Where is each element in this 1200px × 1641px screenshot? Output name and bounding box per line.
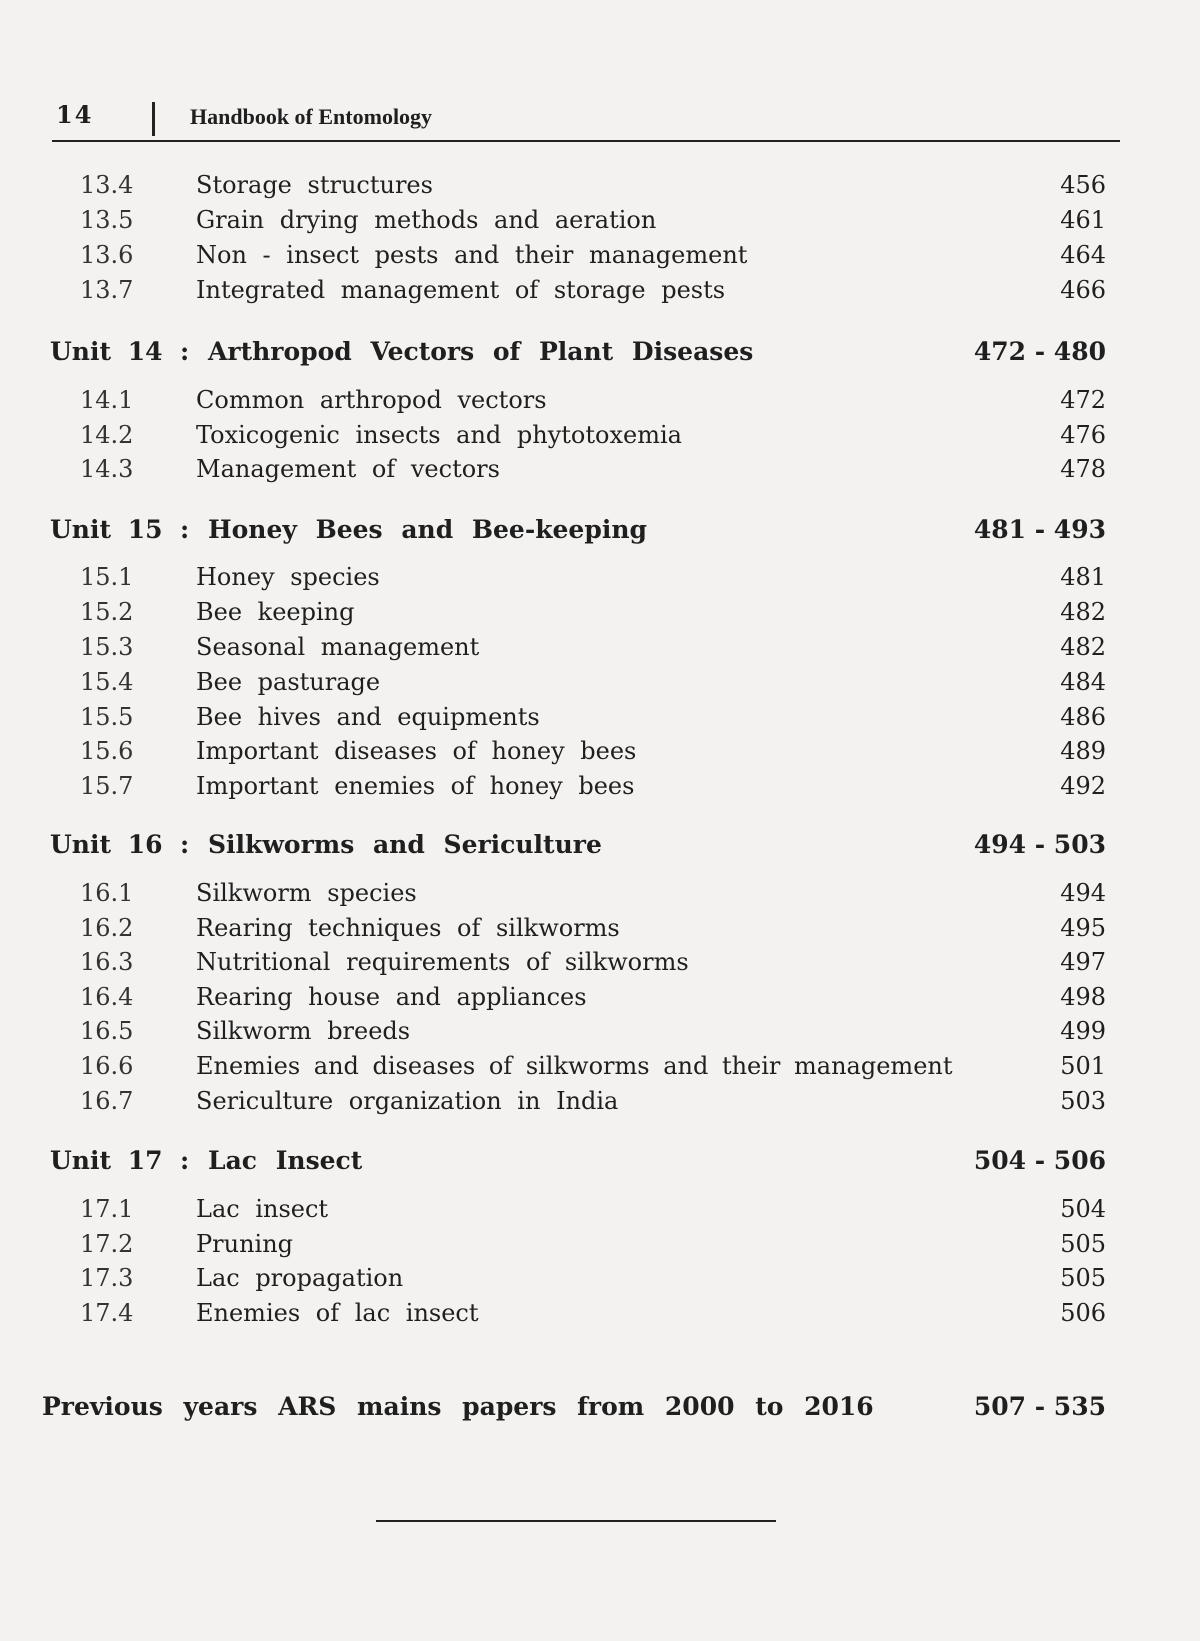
toc-subsection-row bbox=[0, 273, 1200, 307]
papers-page-range: 507 - 535 bbox=[973, 1392, 1106, 1421]
toc-unit-row bbox=[0, 826, 1200, 864]
section-page: 461 bbox=[1060, 206, 1106, 234]
section-title: Bee keeping bbox=[196, 598, 355, 626]
section-page: 481 bbox=[1060, 563, 1106, 591]
section-page: 506 bbox=[1060, 1299, 1106, 1327]
unit-title: Arthropod Vectors of Plant Diseases bbox=[208, 337, 754, 366]
section-title: Important diseases of honey bees bbox=[196, 737, 637, 765]
section-page: 494 bbox=[1060, 879, 1106, 907]
section-page: 505 bbox=[1060, 1230, 1106, 1258]
section-title: Bee pasturage bbox=[196, 668, 381, 696]
section-title: Toxicogenic insects and phytotoxemia bbox=[196, 421, 682, 449]
section-number: 17.4 bbox=[80, 1299, 134, 1327]
section-title: Lac insect bbox=[196, 1195, 329, 1223]
section-number: 13.7 bbox=[80, 276, 134, 304]
section-title: Silkworm species bbox=[196, 879, 417, 907]
section-title: Sericulture organization in India bbox=[196, 1087, 619, 1115]
section-title: Silkworm breeds bbox=[196, 1017, 411, 1045]
section-page: 482 bbox=[1060, 598, 1106, 626]
toc-subsection-row bbox=[0, 452, 1200, 486]
section-number: 15.2 bbox=[80, 598, 134, 626]
running-header bbox=[52, 100, 1120, 142]
papers-label: Previous years ARS mains papers from 2000 to 2016 bbox=[42, 1392, 874, 1421]
section-number: 13.5 bbox=[80, 206, 134, 234]
section-title: Bee hives and equipments bbox=[196, 703, 540, 731]
section-number: 17.2 bbox=[80, 1230, 134, 1258]
section-title: Pruning bbox=[196, 1230, 294, 1258]
toc-subsection-row bbox=[0, 1296, 1200, 1330]
section-title: Enemies of lac insect bbox=[196, 1299, 479, 1327]
section-title: Management of vectors bbox=[196, 455, 500, 483]
section-page: 478 bbox=[1060, 455, 1106, 483]
section-page: 501 bbox=[1060, 1052, 1106, 1080]
toc-subsection-row bbox=[0, 1227, 1200, 1261]
section-title: Rearing techniques of silkworms bbox=[196, 914, 620, 942]
toc-subsection-row bbox=[0, 630, 1200, 664]
unit-title: Honey Bees and Bee-keeping bbox=[208, 515, 647, 544]
toc-subsection-row bbox=[0, 595, 1200, 629]
section-page: 476 bbox=[1060, 421, 1106, 449]
toc-subsection-row bbox=[0, 1261, 1200, 1295]
section-title: Honey species bbox=[196, 563, 380, 591]
section-title: Seasonal management bbox=[196, 633, 480, 661]
unit-colon: : bbox=[180, 1146, 190, 1175]
section-page: 456 bbox=[1060, 171, 1106, 199]
toc-unit-row bbox=[0, 1142, 1200, 1180]
unit-label: Unit 16 bbox=[50, 830, 163, 859]
toc-subsection-row bbox=[0, 560, 1200, 594]
section-page: 486 bbox=[1060, 703, 1106, 731]
section-title: Grain drying methods and aeration bbox=[196, 206, 657, 234]
section-number: 14.3 bbox=[80, 455, 134, 483]
section-page: 503 bbox=[1060, 1087, 1106, 1115]
toc-subsection-row bbox=[0, 1049, 1200, 1083]
section-number: 14.1 bbox=[80, 386, 134, 414]
toc-subsection-row bbox=[0, 700, 1200, 734]
section-page: 495 bbox=[1060, 914, 1106, 942]
section-number: 13.6 bbox=[80, 241, 134, 269]
toc-subsection-row bbox=[0, 945, 1200, 979]
section-title: Rearing house and appliances bbox=[196, 983, 587, 1011]
section-page: 504 bbox=[1060, 1195, 1106, 1223]
unit-colon: : bbox=[180, 830, 190, 859]
section-page: 472 bbox=[1060, 386, 1106, 414]
toc-subsection-row bbox=[0, 1014, 1200, 1048]
section-number: 15.7 bbox=[80, 772, 134, 800]
toc-subsection-row bbox=[0, 876, 1200, 910]
section-title: Common arthropod vectors bbox=[196, 386, 547, 414]
header-divider bbox=[152, 102, 155, 136]
section-number: 16.7 bbox=[80, 1087, 134, 1115]
section-page: 498 bbox=[1060, 983, 1106, 1011]
unit-colon: : bbox=[180, 515, 190, 544]
toc-subsection-row bbox=[0, 911, 1200, 945]
section-page: 466 bbox=[1060, 276, 1106, 304]
unit-page-range: 494 - 503 bbox=[973, 830, 1106, 859]
page-number: 14 bbox=[56, 100, 94, 129]
unit-label: Unit 14 bbox=[50, 337, 163, 366]
section-number: 13.4 bbox=[80, 171, 134, 199]
section-number: 15.5 bbox=[80, 703, 134, 731]
toc-papers-row bbox=[0, 1388, 1200, 1426]
unit-colon: : bbox=[180, 337, 190, 366]
section-number: 16.4 bbox=[80, 983, 134, 1011]
toc-subsection-row bbox=[0, 734, 1200, 768]
end-rule bbox=[376, 1520, 776, 1522]
toc-subsection-row bbox=[0, 1084, 1200, 1118]
section-page: 492 bbox=[1060, 772, 1106, 800]
toc-subsection-row bbox=[0, 203, 1200, 237]
section-number: 16.6 bbox=[80, 1052, 134, 1080]
section-title: Non - insect pests and their management bbox=[196, 241, 748, 269]
section-number: 17.3 bbox=[80, 1264, 134, 1292]
section-number: 16.1 bbox=[80, 879, 134, 907]
unit-title: Silkworms and Sericulture bbox=[208, 830, 602, 859]
section-title: Enemies and diseases of silkworms and their management bbox=[196, 1052, 953, 1080]
section-title: Integrated management of storage pests bbox=[196, 276, 726, 304]
section-number: 15.4 bbox=[80, 668, 134, 696]
section-page: 505 bbox=[1060, 1264, 1106, 1292]
unit-page-range: 481 - 493 bbox=[973, 515, 1106, 544]
section-number: 15.1 bbox=[80, 563, 134, 591]
unit-label: Unit 15 bbox=[50, 515, 163, 544]
unit-title: Lac Insect bbox=[208, 1146, 363, 1175]
section-number: 16.3 bbox=[80, 948, 134, 976]
toc-subsection-row bbox=[0, 769, 1200, 803]
book-title: Handbook of Entomology bbox=[190, 104, 433, 129]
section-title: Storage structures bbox=[196, 171, 433, 199]
section-page: 497 bbox=[1060, 948, 1106, 976]
toc-subsection-row bbox=[0, 418, 1200, 452]
section-page: 489 bbox=[1060, 737, 1106, 765]
section-number: 16.2 bbox=[80, 914, 134, 942]
unit-label: Unit 17 bbox=[50, 1146, 163, 1175]
section-number: 15.6 bbox=[80, 737, 134, 765]
toc-unit-row bbox=[0, 333, 1200, 371]
toc-subsection-row bbox=[0, 383, 1200, 417]
section-title: Nutritional requirements of silkworms bbox=[196, 948, 689, 976]
toc-subsection-row bbox=[0, 1192, 1200, 1226]
section-number: 15.3 bbox=[80, 633, 134, 661]
section-number: 16.5 bbox=[80, 1017, 134, 1045]
toc-unit-row bbox=[0, 511, 1200, 549]
section-title: Lac propagation bbox=[196, 1264, 404, 1292]
section-number: 14.2 bbox=[80, 421, 134, 449]
section-number: 17.1 bbox=[80, 1195, 134, 1223]
toc-subsection-row bbox=[0, 238, 1200, 272]
toc-subsection-row bbox=[0, 980, 1200, 1014]
section-page: 499 bbox=[1060, 1017, 1106, 1045]
section-page: 464 bbox=[1060, 241, 1106, 269]
unit-page-range: 504 - 506 bbox=[973, 1146, 1106, 1175]
section-page: 484 bbox=[1060, 668, 1106, 696]
toc-subsection-row bbox=[0, 665, 1200, 699]
unit-page-range: 472 - 480 bbox=[973, 337, 1106, 366]
section-page: 482 bbox=[1060, 633, 1106, 661]
section-title: Important enemies of honey bees bbox=[196, 772, 635, 800]
toc-subsection-row bbox=[0, 168, 1200, 202]
